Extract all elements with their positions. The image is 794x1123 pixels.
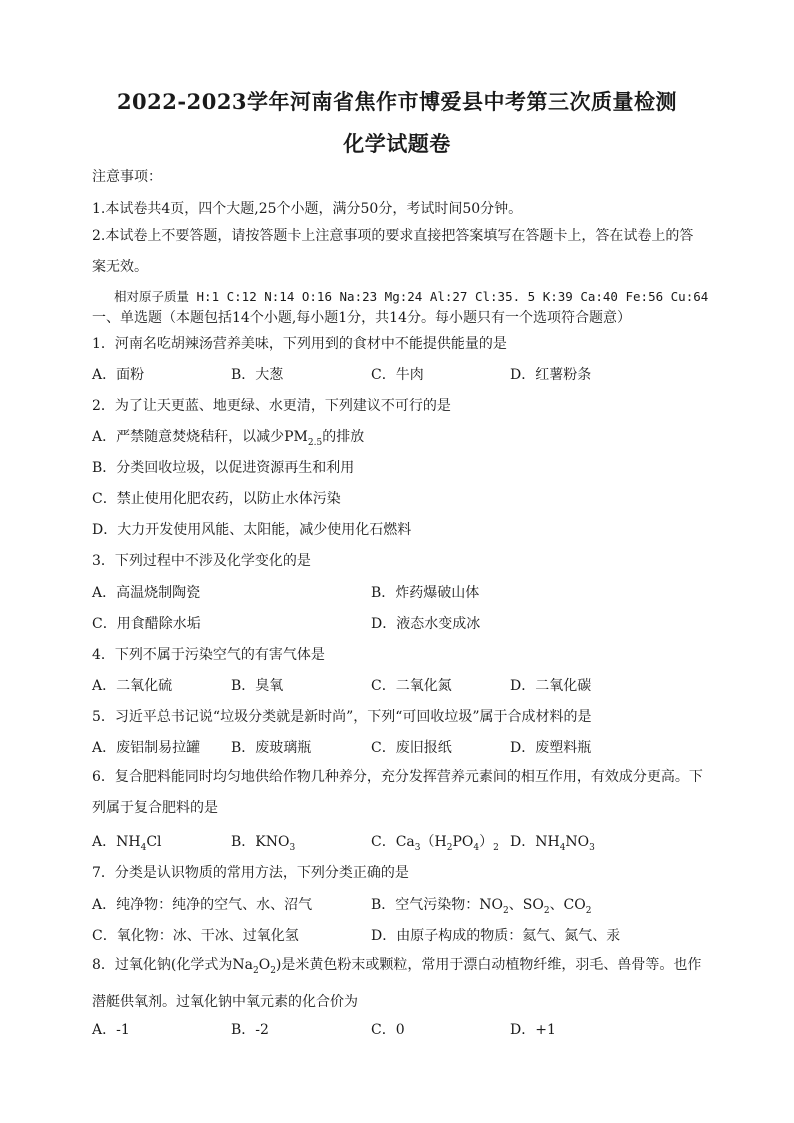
q6-d-text: D．NH	[510, 834, 560, 850]
q2-a-text-end: 的排放	[322, 429, 365, 445]
q6-c-post: ）	[479, 834, 494, 850]
q1-option-d: D．红薯粉条	[510, 367, 592, 383]
atomic-mass-line: 相对原子质量 H:1 C:12 N:14 O:16 Na:23 Mg:24 Al:27 Cl:35. 5 K:39 Ca:40 Fe:56 Cu:64	[114, 289, 709, 304]
q7-option-a: A．纯净物：纯净的空气、水、沼气	[92, 897, 313, 913]
q6-a-text: A．NH	[92, 834, 141, 850]
q7-b-text: B．空气污染物：NO	[371, 897, 504, 913]
q3-option-a: A．高温烧制陶瓷	[92, 585, 201, 601]
q1-option-a: A．面粉	[92, 367, 145, 383]
notice-header: 注意事项：	[92, 169, 162, 185]
q3-option-d: D．液态水变成冰	[371, 616, 481, 632]
q1-option-c: C．牛肉	[371, 367, 424, 383]
notice-item-2	[92, 221, 707, 283]
q5-option-a: A．废铝制易拉罐	[92, 740, 201, 756]
q6-option-b	[231, 831, 295, 853]
q6-a-sub: 4	[140, 842, 147, 853]
q2-option-a	[92, 426, 364, 448]
q8-stem-sub2: 2	[270, 965, 276, 976]
q6-option-c	[371, 831, 499, 853]
section-1-header: 一、单选题（本题包括14个小题,每小题1分，共14分。每小题只有一个选项符合题意）	[92, 310, 631, 326]
q7-option-d: D．由原子构成的物质：氦气、氮气、汞	[371, 928, 621, 944]
q6-d-mid: NO	[565, 834, 590, 850]
q2-a-text: A．严禁随意焚烧秸秆，以减少PM	[92, 429, 308, 445]
question-5-stem: 5．习近平总书记说“垃圾分类就是新时尚”，下列“可回收垃圾”属于合成材料的是	[92, 709, 592, 725]
q7-b-sub3: 2	[585, 905, 592, 916]
q1-option-b: B．大葱	[231, 367, 284, 383]
q6-c-sub2: 2	[446, 842, 453, 853]
q7-b-mid2: 、CO	[549, 897, 586, 913]
question-4-stem: 4．下列不属于污染空气的有害气体是	[92, 647, 325, 663]
q2-option-d: D．大力开发使用风能、太阳能，减少使用化石燃料	[92, 522, 412, 538]
exam-title: 2022-2023学年河南省焦作市博爱县中考第三次质量检测	[116, 89, 678, 114]
q6-c-sub1: 3	[414, 842, 421, 853]
q7-b-mid: 、SO	[508, 897, 544, 913]
q5-option-b: B．废玻璃瓶	[231, 740, 312, 756]
q6-c-sub3: 4	[473, 842, 480, 853]
q8-stem-mid: O	[258, 957, 271, 973]
question-6-stem: 6．复合肥料能同时均匀地供给作物几种养分，充分发挥营养元素间的相互作用，有效成分更高。下列属于复合肥料的是	[92, 769, 703, 816]
exam-subtitle: 化学试题卷	[343, 131, 451, 156]
q8-option-c: C．0	[371, 1022, 405, 1038]
q2-option-c: C．禁止使用化肥农药，以防止水体污染	[92, 491, 341, 507]
q4-option-c: C．二氧化氮	[371, 678, 452, 694]
q6-option-a	[92, 831, 162, 853]
q6-b-text: B．KNO	[231, 834, 290, 850]
q8-option-b: B．-2	[231, 1022, 269, 1038]
q7-option-c: C．氧化物：冰、干冰、过氧化氢	[92, 928, 299, 944]
q8-option-a: A．-1	[92, 1022, 130, 1038]
q2-a-sub: 2.5	[307, 437, 323, 448]
q6-option-d	[510, 831, 595, 853]
q8-stem-post: )是米黄色粉末或颗粒，常用于漂白动植物纤维，羽毛、兽骨等。也作潜艇供氧剂。过氧化钠中氧元素的化合价为	[92, 957, 702, 1010]
notice-item-2-text: 2.本试卷上不要答题，请按答题卡上注意事项的要求直接把答案填写在答题卡上，答在试卷上的答案无效。	[92, 228, 694, 275]
q4-option-b: B．臭氧	[231, 678, 284, 694]
q8-stem-sub1: 2	[252, 965, 259, 976]
question-7-stem: 7．分类是认识物质的常用方法，下列分类正确的是	[92, 865, 409, 881]
q8-option-d: D．+1	[510, 1022, 556, 1038]
q3-option-b: B．炸药爆破山体	[371, 585, 480, 601]
q4-option-d: D．二氧化碳	[510, 678, 592, 694]
q6-c-mid: （H	[420, 834, 447, 850]
q4-option-a: A．二氧化硫	[92, 678, 173, 694]
q6-d-sub1: 4	[559, 842, 566, 853]
q8-stem-text: 8．过氧化钠(化学式为Na	[92, 957, 253, 973]
q6-c-sub4: 2	[493, 842, 499, 853]
q6-a-text-end: Cl	[146, 834, 162, 850]
question-1-stem: 1．河南名吃胡辣汤营养美味，下列用到的食材中不能提供能量的是	[92, 336, 507, 352]
q6-c-mid2: PO	[452, 834, 474, 850]
q5-option-d: D．废塑料瓶	[510, 740, 592, 756]
q3-option-c: C．用食醋除水垢	[92, 616, 201, 632]
q7-b-sub1: 2	[503, 905, 509, 916]
q2-option-b: B．分类回收垃圾，以促进资源再生和利用	[92, 460, 355, 476]
question-2-stem: 2．为了让天更蓝、地更绿、水更清，下列建议不可行的是	[92, 398, 451, 414]
notice-item-1: 1.本试卷共4页，四个大题,25个小题，满分50分，考试时间50分钟。	[92, 201, 523, 217]
q5-option-c: C．废旧报纸	[371, 740, 452, 756]
question-8-stem	[92, 950, 707, 1018]
q6-c-text: C．Ca	[371, 834, 415, 850]
q7-option-b	[371, 894, 592, 916]
q6-d-sub2: 3	[589, 842, 595, 853]
q6-b-sub: 3	[289, 842, 296, 853]
question-3-stem: 3．下列过程中不涉及化学变化的是	[92, 553, 311, 569]
q7-b-sub2: 2	[543, 905, 550, 916]
